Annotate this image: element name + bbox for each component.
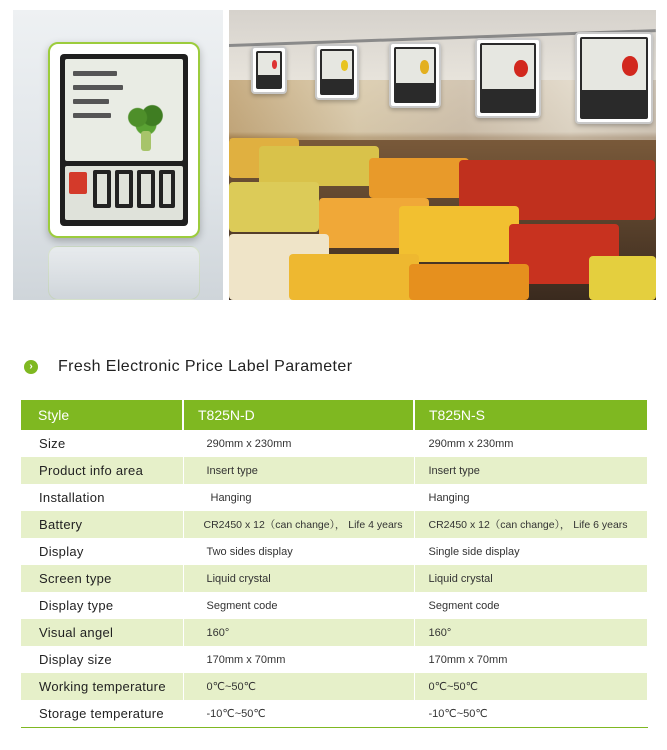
produce-bin [589, 256, 656, 300]
value-model-s: 170mm x 70mm [414, 646, 647, 673]
value-model-s: -10℃~50℃ [414, 700, 647, 727]
value-model-s: Single side display [414, 538, 647, 565]
produce-bin [229, 182, 319, 232]
value-model-s: CR2450 x 12（can change）， Life 6 years [414, 511, 647, 538]
table-row [21, 592, 647, 619]
row-label: Visual angel [21, 619, 183, 646]
price-label-device [48, 42, 200, 238]
value-model-d: Two sides display [183, 538, 414, 565]
value-model-s: Hanging [414, 484, 647, 511]
value-model-d: Insert type [183, 457, 414, 484]
header-model-s: T825N-S [414, 400, 647, 430]
segment-price-display [65, 166, 183, 220]
header-style: Style [21, 400, 183, 430]
table-row [21, 511, 647, 538]
row-label: Battery [21, 511, 183, 538]
product-info-insert [65, 59, 183, 161]
section-title: Fresh Electronic Price Label Parameter [58, 358, 353, 375]
value-model-d: Segment code [183, 592, 414, 619]
hanging-price-tag [389, 42, 441, 108]
supermarket-photo [229, 10, 656, 300]
value-model-d: 0℃~50℃ [183, 673, 414, 700]
chevron-right-icon: › [24, 360, 38, 374]
device-reflection [48, 246, 200, 300]
table-row [21, 673, 647, 700]
row-label: Display size [21, 646, 183, 673]
section-heading [24, 355, 352, 379]
table-row [21, 484, 647, 511]
row-label: Installation [21, 484, 183, 511]
row-label: Working temperature [21, 673, 183, 700]
table-row [21, 430, 647, 457]
hanging-price-tag [315, 44, 359, 100]
value-model-s: Liquid crystal [414, 565, 647, 592]
table-row [21, 565, 647, 592]
table-row [21, 646, 647, 673]
hanging-price-tag [575, 32, 653, 124]
produce-bin [259, 146, 379, 186]
row-label: Size [21, 430, 183, 457]
row-label: Product info area [21, 457, 183, 484]
hanging-price-tag [475, 38, 541, 118]
table-row [21, 457, 647, 484]
table-row [21, 619, 647, 646]
value-model-d: 160° [183, 619, 414, 646]
table-row [21, 700, 647, 727]
value-model-d: CR2450 x 12（can change）， Life 4 years [183, 511, 414, 538]
row-label: Storage temperature [21, 700, 183, 727]
value-model-s: 290mm x 230mm [414, 430, 647, 457]
produce-bin [289, 254, 419, 300]
promo-badge [69, 172, 87, 194]
parameter-table [21, 400, 648, 728]
row-label: Screen type [21, 565, 183, 592]
hanging-price-tag [251, 46, 287, 94]
value-model-s: 160° [414, 619, 647, 646]
table-row [21, 538, 647, 565]
table-header-row [21, 400, 647, 430]
value-model-d: Hanging [183, 484, 414, 511]
value-model-s: Insert type [414, 457, 647, 484]
value-model-d: Liquid crystal [183, 565, 414, 592]
value-model-d: 290mm x 230mm [183, 430, 414, 457]
value-model-s: Segment code [414, 592, 647, 619]
value-model-d: -10℃~50℃ [183, 700, 414, 727]
product-photo [13, 10, 223, 300]
row-label: Display [21, 538, 183, 565]
row-label: Display type [21, 592, 183, 619]
header-model-d: T825N-D [183, 400, 414, 430]
value-model-d: 170mm x 70mm [183, 646, 414, 673]
value-model-s: 0℃~50℃ [414, 673, 647, 700]
produce-bin [409, 264, 529, 300]
produce-bin [369, 158, 469, 198]
